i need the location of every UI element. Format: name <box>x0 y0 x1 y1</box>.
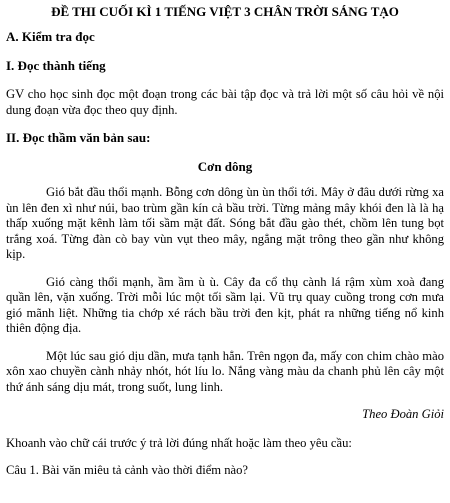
document-title: ĐỀ THI CUỐI KÌ 1 TIẾNG VIỆT 3 CHÂN TRỜI SÁNG TẠO <box>51 4 399 19</box>
question-1: Câu 1. Bài văn miêu tả cảnh vào thời điểm nào? <box>6 463 249 477</box>
story-paragraph-2: Gió càng thổi mạnh, ầm ầm ù ù. Cây đa cổ thụ cành lá rậm xùm xoà đang quần lên, vặn xuống. Trời mỗi lúc một tối sầm lại. Vũ trụ quay cuồng trong cơn mưa gió mãnh liệt. Những tia chớp xé rách bầu trời đen kịt, phát ra những tiếng nổ kinh thiên động địa. <box>6 274 444 335</box>
section-a-heading: A. Kiểm tra đọc <box>6 29 95 44</box>
story-paragraph-1: Gió bắt đầu thổi mạnh. Bỗng cơn dông ùn ùn thổi tới. Mây ở đâu dưới rừng xa ùn lên đen xì như núi, bao trùm gần kín cả bầu trời. Từng mảng mây khói đen là là hạ thấp xuống mặt kênh làm tối sầm mặt đất. Sóng bắt đầu gào thét, chồm lên tung bọt trắng xoá. Từng đàn cò bay vùn vụt theo mây, ngẳng mặt trông theo gần như không kịp. <box>6 185 444 261</box>
story-title: Cơn dông <box>197 159 253 174</box>
story-paragraph-3: Một lúc sau gió dịu dần, mưa tạnh hẳn. Trên ngọn đa, mấy con chim chào mào xôn xao chuyền cành nhảy nhót, hót líu lo. Nắng vàng màu da chanh phủ lên cây một thứ ánh sáng dịu mát, trong suốt, lung linh. <box>6 348 444 394</box>
reading-aloud-instruction: GV cho học sinh đọc một đoạn trong các bài tập đọc và trả lời một số câu hỏi về nội dung đoạn vừa đọc theo quy định. <box>6 87 444 117</box>
section-1-heading: I. Đọc thành tiếng <box>6 58 106 73</box>
section-2-heading: II. Đọc thầm văn bản sau: <box>6 130 151 145</box>
story-author: Theo Đoàn Giỏi <box>362 407 444 421</box>
answer-instruction: Khoanh vào chữ cái trước ý trả lời đúng nhất hoặc làm theo yêu cầu: <box>6 435 352 450</box>
